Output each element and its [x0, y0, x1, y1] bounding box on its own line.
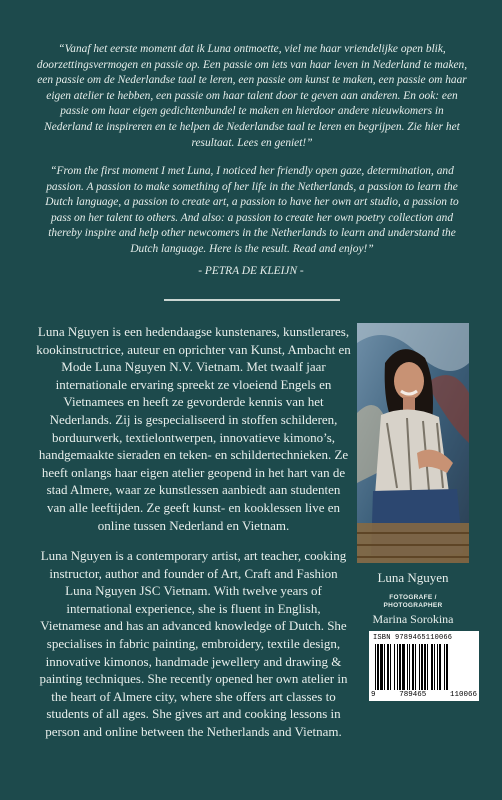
isbn-digit-group-1: 789465 — [399, 691, 427, 699]
english-biography: Luna Nguyen is a contemporary artist, art teacher, cooking instructor, author and founder of Art, Craft and Fashion Luna Nguyen JSC Vietnam. With twelve years of international experience, she is fluent in English, Vietnamese and has an advanced knowledge of Dutch. She specialises in fabric painting, embroidery, textile design, innovative kimonos, handmade jewellery and drawing & painting techniques. She recently opened her own atelier in the heart of Almere city, where she offers art classes to students of all ages. She gives art and cooking lessons in person and online between the Netherlands and Vietnam. — [39, 548, 348, 739]
isbn-digit-group-2: 110066 — [449, 691, 477, 699]
isbn-digit-first: 9 — [371, 691, 376, 699]
photographer-name: Marina Sorokina — [372, 612, 454, 626]
isbn-barcode — [369, 631, 479, 701]
photographer-role-label — [357, 594, 469, 610]
isbn-label: ISBN 9789465110066 — [373, 634, 453, 642]
quote-signature: - PETRA DE KLEIJN - — [198, 265, 304, 277]
portrait-caption-name: Luna Nguyen — [377, 570, 449, 585]
role-label-dutch: FOTOGRAFE / — [389, 594, 437, 601]
dutch-biography: Luna Nguyen is een hedendaagse kunstenares, kunstlerares, kookinstructrice, auteur en oprichter van Kunst, Ambacht en Mode Luna Nguyen N.V. Vietnam. Met twaalf jaar internationale ervaring spreekt ze vloeiend Engels en Vietnamees en heeft ze gevorderde kennis van het Nederlands. Zij is gespecialiseerd in stoffen schilderen, borduurwerk, textielontwerpen, innovatieve kimono’s, handgemaakte sieraden en teken- en schildertechnieken. Ze heeft onlangs haar eigen atelier geopend in het hart van de stad Almere, waar ze kunstlessen aanbiedt aan studenten van alle leeftijden. Ze geeft kunst- en kooklessen live en online tussen Nederland en Vietnam. — [36, 324, 351, 533]
role-label-english: PHOTOGRAPHER — [383, 602, 443, 609]
english-quote: “From the first moment I met Luna, I noticed her friendly open gaze, determination, and passion. A passion to make something of her life in the Netherlands, a passion to learn the Dutch language, a passion to create art, a passion to have her own art studio, a passion to pass on her talent to others. And also: a passion to create her own poetry collection and thereby inspire and help other newcomers in the Netherlands to learn and understand the Dutch language. Here is the result. Read and enjoy!” — [45, 165, 459, 255]
author-portrait-photo — [357, 323, 469, 563]
section-divider — [164, 299, 340, 301]
dutch-quote: “Vanaf het eerste moment dat ik Luna ontmoette, viel me haar vriendelijke open blik, doorzettingsvermogen en passie op. Een passie om iets van haar leven in Nederland te maken, een passie om de Nederlandse taal te leren, een passie om kunst te maken, een passie om haar eigen atelier te hebben, een passie om haar talent door te geven aan anderen. En ook: een passie om haar eigen gedichtenbundel te maken en hierdoor andere nieuwkomers in Nederland te inspireren en te helpen de Nederlandse taal te leren en begrijpen. Zie hier het resultaat. Lees en geniet!” — [36, 43, 468, 149]
barcode-bars — [375, 644, 473, 690]
isbn-digits — [371, 691, 477, 699]
